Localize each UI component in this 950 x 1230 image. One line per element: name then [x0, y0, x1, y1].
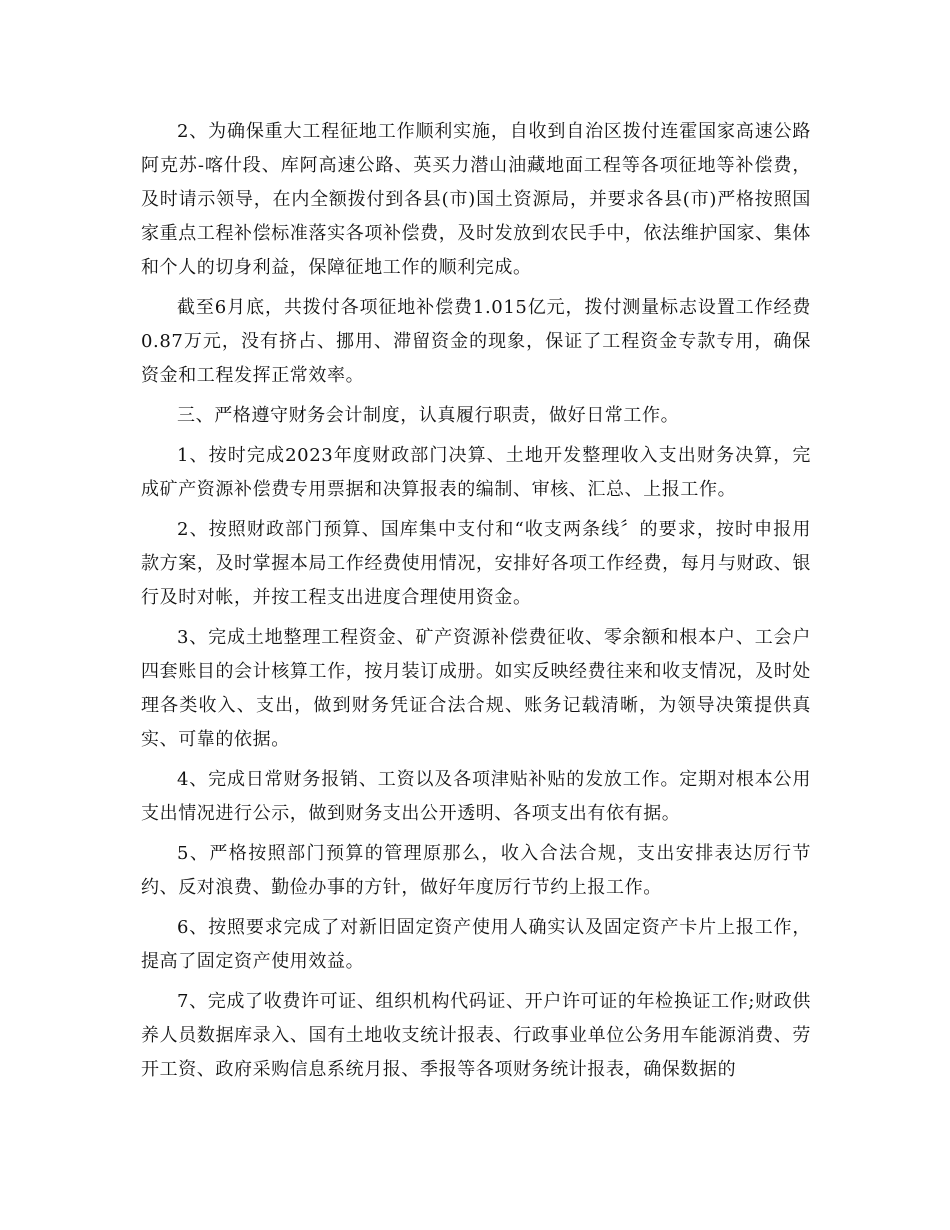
paragraph-2: 截至6月底，共拨付各项征地补偿费1.015亿元，拨付测量标志设置工作经费0.87万元，没有挤占、挪用、滞留资金的现象，保证了工程资金专款专用，确保资金和工程发挥正常效率。 — [141, 297, 811, 386]
paragraph-item-3: 3、完成土地整理工程资金、矿产资源补偿费征收、零余额和根本户、工会户四套账目的会计核算工作，按月装订成册。如实反映经费往来和收支情况，及时处理各类收入、支出，做到财务凭证合法合规、账务记载清晰，为领导决策提供真实、可靠的依据。 — [141, 627, 811, 750]
paragraph-1: 2、为确保重大工程征地工作顺利实施，自收到自治区拨付连霍国家高速公路阿克苏-喀什段、库阿高速公路、英买力潜山油藏地面工程等各项征地等补偿费，及时请示领导，在内全额拨付到各县(市)国土资源局，并要求各县(市)严格按照国家重点工程补偿标准落实各项补偿费，及时发放到农民手中，依法维护国家、集体和个人的切身利益，保障征地工作的顺利完成。 — [141, 121, 811, 278]
paragraph-item-2: 2、按照财政部门预算、国库集中支付和“收支两条线〞的要求，按时申报用款方案，及时掌握本局工作经费使用情况，安排好各项工作经费，每月与财政、银行及时对帐，并按工程支出进度合理使用资金。 — [141, 519, 811, 608]
paragraph-item-4: 4、完成日常财务报销、工资以及各项津贴补贴的发放工作。定期对根本公用支出情况进行公示，做到财务支出公开透明、各项支出有依有据。 — [141, 769, 811, 824]
paragraph-item-5: 5、严格按照部门预算的管理原那么，收入合法合规，支出安排表达厉行节约、反对浪费、勤俭办事的方针，做好年度厉行节约上报工作。 — [141, 843, 811, 898]
section-heading-3: 三、严格遵守财务会计制度，认真履行职责，做好日常工作。 — [177, 405, 680, 426]
paragraph-item-1: 1、按时完成2023年度财政部门决算、土地开发整理收入支出财务决算，完成矿产资源补偿费专用票据和决算报表的编制、审核、汇总、上报工作。 — [141, 445, 811, 500]
paragraph-item-6: 6、按照要求完成了对新旧固定资产使用人确实认及固定资产卡片上报工作，提高了固定资产使用效益。 — [141, 917, 811, 972]
document-body — [141, 115, 811, 1093]
paragraph-item-7: 7、完成了收费许可证、组织机构代码证、开户许可证的年检换证工作;财政供养人员数据库录入、国有土地收支统计报表、行政事业单位公务用车能源消费、劳开工资、政府采购信息系统月报、季报等各项财务统计报表，确保数据的 — [141, 991, 811, 1080]
